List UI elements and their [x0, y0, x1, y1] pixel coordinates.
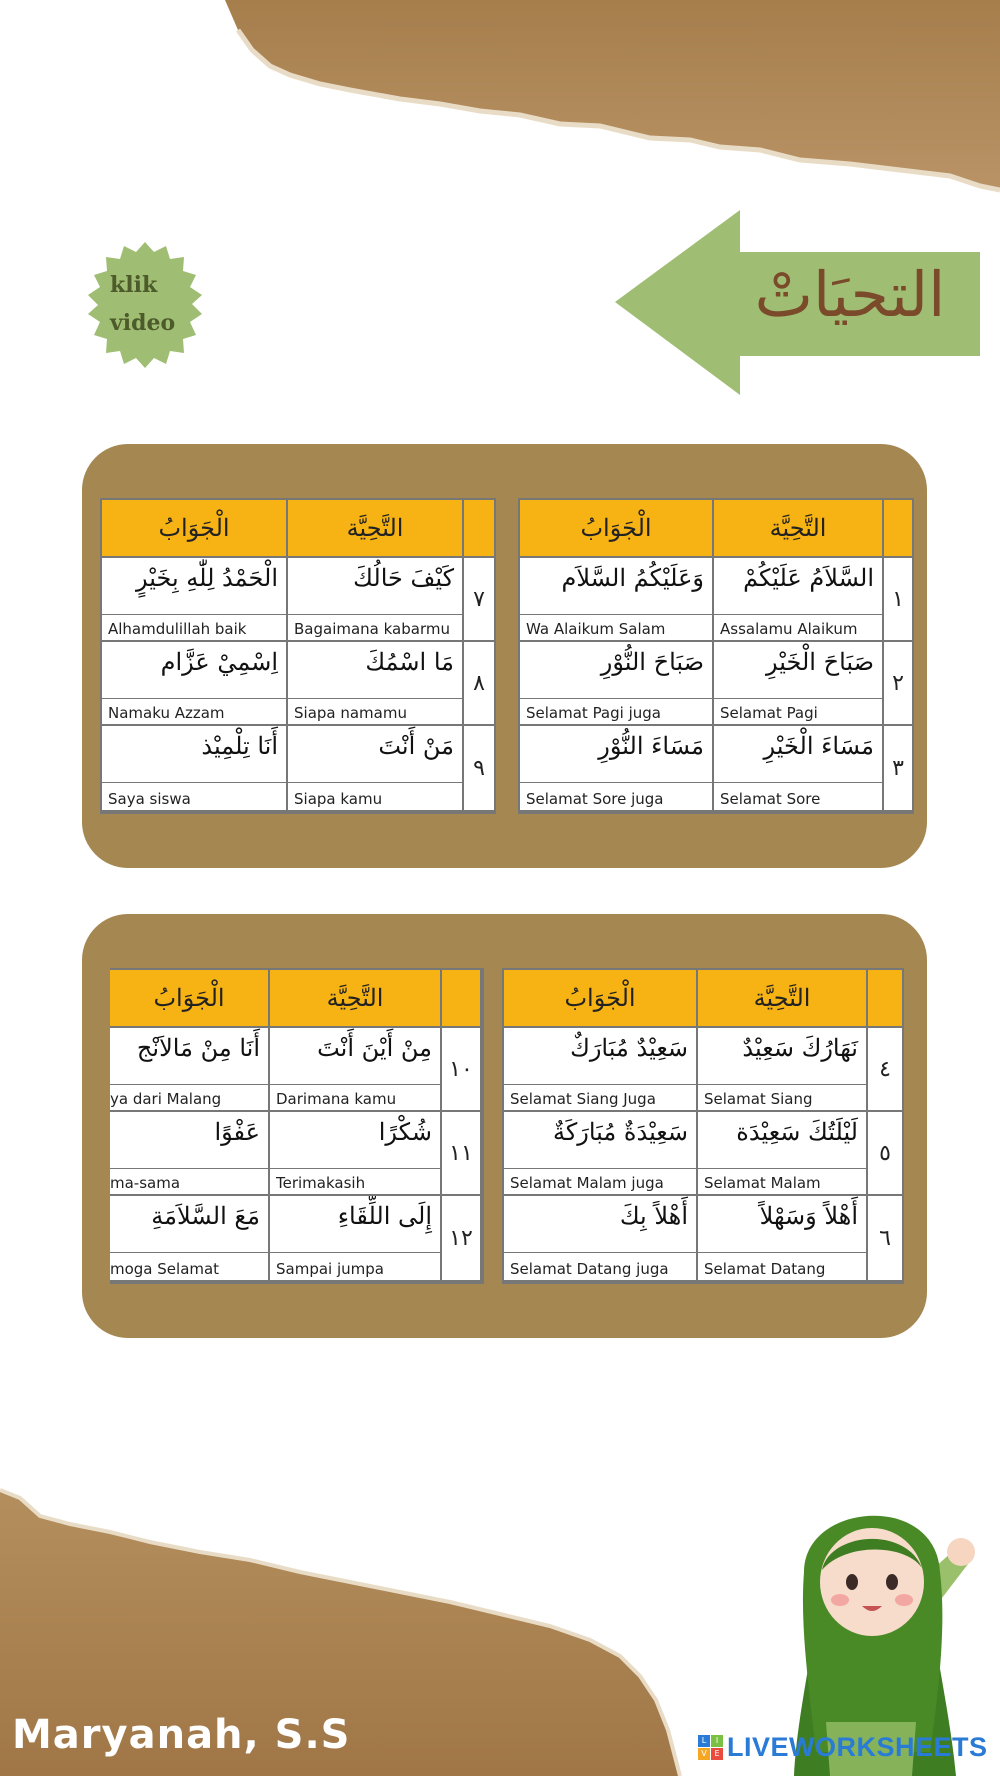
badge-label: klik video — [110, 272, 176, 336]
greeting-table-right — [518, 498, 914, 814]
greeting-cell: شُكْرًا Terimakasih — [270, 1112, 442, 1196]
greeting-header: التَّحِيَّة — [698, 970, 868, 1028]
greeting-cell: مَسَاءَ الْخَيْرِ Selamat Sore — [714, 726, 884, 812]
greeting-cell: نَهَارُكَ سَعِيْدٌ Selamat Siang — [698, 1028, 868, 1112]
greeting-cell: مَنْ أَنْتَ Siapa kamu — [288, 726, 464, 812]
row-number: ٨ — [464, 642, 496, 726]
answer-header: الْجَوَابُ — [504, 970, 698, 1028]
greeting-cell: صَبَاحَ الْخَيْرِ Selamat Pagi — [714, 642, 884, 726]
greeting-cell: إِلَى اللِّقَاءِ Sampai jumpa — [270, 1196, 442, 1282]
answer-cell: أَنَا تِلْمِيْذ Saya siswa — [102, 726, 288, 812]
author-name: Maryanah, S.S — [12, 1712, 351, 1758]
greeting-table-left — [100, 498, 496, 814]
answer-cell: وَعَلَيْكُمُ السَّلاَم Wa Alaikum Salam — [520, 558, 714, 642]
greeting-card-2 — [82, 914, 927, 1338]
answer-cell: عَفْوًا ma-sama — [110, 1112, 270, 1196]
greeting-cell: كَيْفَ حَالُكَ Bagaimana kabarmu — [288, 558, 464, 642]
answer-cell: أَنَا مِنْ مَالاَنْج ya dari Malang — [110, 1028, 270, 1112]
greeting-header: التَّحِيَّة — [714, 500, 884, 558]
greeting-header: التَّحِيَّة — [288, 500, 464, 558]
torn-paper-top — [0, 0, 1000, 200]
row-number: ١١ — [442, 1112, 482, 1196]
answer-cell: اِسْمِيْ عَزَّام Namaku Azzam — [102, 642, 288, 726]
row-number: ٢ — [884, 642, 914, 726]
greeting-cell: أَهْلاً وَسَهْلاً Selamat Datang — [698, 1196, 868, 1282]
logo-text: LIVEWORKSHEETS — [727, 1732, 988, 1762]
answer-cell: أَهْلاً بِكَ Selamat Datang juga — [504, 1196, 698, 1282]
greeting-cell: مِنْ أَيْنَ أَنْتَ Darimana kamu — [270, 1028, 442, 1112]
liveworksheets-logo[interactable] — [698, 1732, 988, 1763]
logo-mark-icon: L I V E — [698, 1735, 723, 1760]
answer-header: الْجَوَابُ — [110, 970, 270, 1028]
greeting-card-1 — [82, 444, 927, 868]
answer-cell: سَعِيْدٌ مُبَارَكٌ Selamat Siang Juga — [504, 1028, 698, 1112]
number-header — [884, 500, 914, 558]
row-number: ٥ — [868, 1112, 904, 1196]
number-header — [464, 500, 496, 558]
answer-cell: سَعِيْدَةٌ مُبَارَكَةٌ Selamat Malam juga — [504, 1112, 698, 1196]
greeting-table-right — [502, 968, 904, 1284]
greeting-cell: مَا اسْمُكَ Siapa namamu — [288, 642, 464, 726]
greeting-cell: لَيْلَتُكَ سَعِيْدَة Selamat Malam — [698, 1112, 868, 1196]
row-number: ١٢ — [442, 1196, 482, 1282]
greeting-table-left — [110, 968, 484, 1284]
number-header — [442, 970, 482, 1028]
row-number: ٩ — [464, 726, 496, 812]
number-header — [868, 970, 904, 1028]
row-number: ٦ — [868, 1196, 904, 1282]
answer-header: الْجَوَابُ — [102, 500, 288, 558]
greeting-header: التَّحِيَّة — [270, 970, 442, 1028]
answer-cell: صَبَاحَ النُّوْرِ Selamat Pagi juga — [520, 642, 714, 726]
page-title: التحيَاتْ — [754, 258, 946, 331]
row-number: ٣ — [884, 726, 914, 812]
answer-header: الْجَوَابُ — [520, 500, 714, 558]
row-number: ٤ — [868, 1028, 904, 1112]
row-number: ١٠ — [442, 1028, 482, 1112]
row-number: ٧ — [464, 558, 496, 642]
row-number: ١ — [884, 558, 914, 642]
video-link-badge[interactable] — [82, 242, 208, 368]
answer-cell: الْحَمْدُ لِلّٰهِ بِخَيْرٍ Alhamdulillah baik — [102, 558, 288, 642]
answer-cell: مَعَ السَّلاَمَةِ moga Selamat — [110, 1196, 270, 1282]
answer-cell: مَسَاءَ النُّوْرِ Selamat Sore juga — [520, 726, 714, 812]
greeting-cell: السَّلاَمُ عَلَيْكُمْ Assalamu Alaikum — [714, 558, 884, 642]
